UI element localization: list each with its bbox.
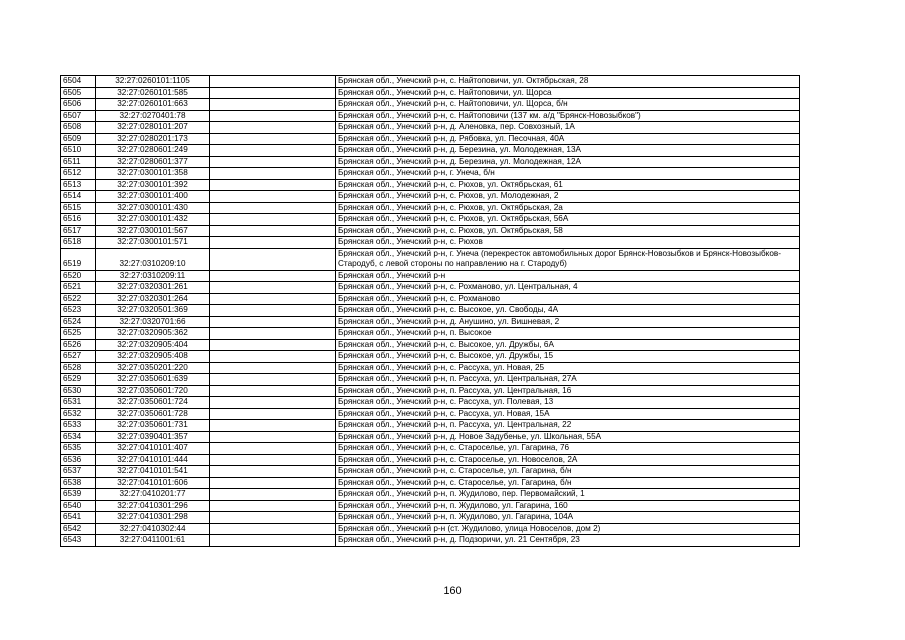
empty-cell (210, 248, 336, 270)
table-row (61, 99, 800, 111)
address-cell: Брянская обл., Унечский р-н, г. Унеча (перекресток автомобильных дорог Брянск-Новозыбков и Брянск-Новозыбков-Стародуб, с левой стороны по направлению на г. Стародуб) (336, 248, 800, 270)
address-cell: Брянская обл., Унечский р-н, с. Рюхов, ул. Октябрьская, 56А (336, 214, 800, 226)
row-number-cell: 6529 (61, 374, 96, 386)
address-cell: Брянская обл., Унечский р-н, п. Жудилово, ул. Гагарина, 160 (336, 500, 800, 512)
row-number-cell: 6507 (61, 110, 96, 122)
empty-cell (210, 156, 336, 168)
empty-cell (210, 443, 336, 455)
cadastral-number-cell: 32:27:0390401:357 (96, 431, 210, 443)
cadastral-number-cell: 32:27:0320501:369 (96, 305, 210, 317)
empty-cell (210, 523, 336, 535)
empty-cell (210, 477, 336, 489)
table-row (61, 339, 800, 351)
row-number-cell: 6531 (61, 397, 96, 409)
empty-cell (210, 420, 336, 432)
cadastral-number-cell: 32:27:0270401:78 (96, 110, 210, 122)
cadastral-number-cell: 32:27:0300101:430 (96, 202, 210, 214)
empty-cell (210, 351, 336, 363)
cadastral-number-cell: 32:27:0310209:10 (96, 248, 210, 270)
table-row (61, 179, 800, 191)
table-row (61, 225, 800, 237)
address-cell: Брянская обл., Унечский р-н, д. Аленовка, пер. Совхозный, 1А (336, 122, 800, 134)
empty-cell (210, 179, 336, 191)
row-number-cell: 6539 (61, 489, 96, 501)
cadastral-number-cell: 32:27:0300101:567 (96, 225, 210, 237)
cadastral-number-cell: 32:27:0300101:571 (96, 237, 210, 249)
address-cell: Брянская обл., Унечский р-н, с. Староселье, ул. Гагарина, б/н (336, 477, 800, 489)
empty-cell (210, 214, 336, 226)
empty-cell (210, 305, 336, 317)
address-cell: Брянская обл., Унечский р-н, п. Жудилово, ул. Гагарина, 104А (336, 512, 800, 524)
table-row (61, 270, 800, 282)
address-cell: Брянская обл., Унечский р-н, с. Рюхов (336, 237, 800, 249)
empty-cell (210, 374, 336, 386)
cadastral-number-cell: 32:27:0410302:44 (96, 523, 210, 535)
address-cell: Брянская обл., Унечский р-н, п. Рассуха, ул. Центральная, 27А (336, 374, 800, 386)
empty-cell (210, 99, 336, 111)
cadastral-number-cell: 32:27:0411001:61 (96, 535, 210, 547)
empty-cell (210, 110, 336, 122)
empty-cell (210, 293, 336, 305)
row-number-cell: 6515 (61, 202, 96, 214)
row-number-cell: 6506 (61, 99, 96, 111)
row-number-cell: 6512 (61, 168, 96, 180)
address-cell: Брянская обл., Унечский р-н (ст. Жудилово, улица Новоселов, дом 2) (336, 523, 800, 535)
empty-cell (210, 202, 336, 214)
empty-cell (210, 191, 336, 203)
address-cell: Брянская обл., Унечский р-н, с. Высокое, ул. Свободы, 4А (336, 305, 800, 317)
row-number-cell: 6530 (61, 385, 96, 397)
row-number-cell: 6517 (61, 225, 96, 237)
row-number-cell: 6538 (61, 477, 96, 489)
empty-cell (210, 397, 336, 409)
empty-cell (210, 431, 336, 443)
empty-cell (210, 328, 336, 340)
empty-cell (210, 500, 336, 512)
cadastral-number-cell: 32:27:0300101:432 (96, 214, 210, 226)
address-cell: Брянская обл., Унечский р-н, д. Анушино, ул. Вишневая, 2 (336, 316, 800, 328)
table-row (61, 397, 800, 409)
address-cell: Брянская обл., Унечский р-н, д. Березина, ул. Молодежная, 13А (336, 145, 800, 157)
cadastral-number-cell: 32:27:0410301:298 (96, 512, 210, 524)
address-cell: Брянская обл., Унечский р-н, с. Староселье, ул. Новоселов, 2А (336, 454, 800, 466)
address-cell: Брянская обл., Унечский р-н (336, 270, 800, 282)
cadastral-number-cell: 32:27:0280601:249 (96, 145, 210, 157)
table-row (61, 214, 800, 226)
empty-cell (210, 316, 336, 328)
row-number-cell: 6537 (61, 466, 96, 478)
row-number-cell: 6540 (61, 500, 96, 512)
table-row (61, 282, 800, 294)
registry-table (60, 75, 800, 547)
address-cell: Брянская обл., Унечский р-н, с. Староселье, ул. Гагарина, б/н (336, 466, 800, 478)
table-row (61, 248, 800, 270)
table-row (61, 293, 800, 305)
cadastral-number-cell: 32:27:0280101:207 (96, 122, 210, 134)
address-cell: Брянская обл., Унечский р-н, с. Найтоповичи (137 км. а/д "Брянск-Новозыбков") (336, 110, 800, 122)
address-cell: Брянская обл., Унечский р-н, с. Рюхов, ул. Молодежная, 2 (336, 191, 800, 203)
row-number-cell: 6523 (61, 305, 96, 317)
row-number-cell: 6520 (61, 270, 96, 282)
address-cell: Брянская обл., Унечский р-н, с. Рассуха, ул. Полевая, 13 (336, 397, 800, 409)
table-row (61, 443, 800, 455)
page-number: 160 (443, 585, 462, 597)
cadastral-number-cell: 32:27:0410101:407 (96, 443, 210, 455)
cadastral-number-cell: 32:27:0410101:444 (96, 454, 210, 466)
address-cell: Брянская обл., Унечский р-н, п. Жудилово, пер. Первомайский, 1 (336, 489, 800, 501)
address-cell: Брянская обл., Унечский р-н, п. Высокое (336, 328, 800, 340)
address-cell: Брянская обл., Унечский р-н, д. Березина, ул. Молодежная, 12А (336, 156, 800, 168)
cadastral-number-cell: 32:27:0300101:358 (96, 168, 210, 180)
row-number-cell: 6511 (61, 156, 96, 168)
address-cell: Брянская обл., Унечский р-н, с. Рюхов, ул. Октябрьская, 58 (336, 225, 800, 237)
address-cell: Брянская обл., Унечский р-н, с. Рассуха, ул. Новая, 25 (336, 362, 800, 374)
address-cell: Брянская обл., Унечский р-н, с. Рюхов, ул. Октябрьская, 2а (336, 202, 800, 214)
row-number-cell: 6513 (61, 179, 96, 191)
row-number-cell: 6524 (61, 316, 96, 328)
address-cell: Брянская обл., Унечский р-н, г. Унеча, б/н (336, 168, 800, 180)
empty-cell (210, 225, 336, 237)
cadastral-number-cell: 32:27:0410301:296 (96, 500, 210, 512)
table-row (61, 362, 800, 374)
row-number-cell: 6543 (61, 535, 96, 547)
table-row (61, 535, 800, 547)
table-row (61, 512, 800, 524)
empty-cell (210, 168, 336, 180)
registry-body (61, 76, 800, 547)
table-row (61, 191, 800, 203)
table-row (61, 316, 800, 328)
row-number-cell: 6541 (61, 512, 96, 524)
cadastral-number-cell: 32:27:0410101:541 (96, 466, 210, 478)
cadastral-number-cell: 32:27:0260101:585 (96, 87, 210, 99)
row-number-cell: 6542 (61, 523, 96, 535)
row-number-cell: 6509 (61, 133, 96, 145)
row-number-cell: 6525 (61, 328, 96, 340)
row-number-cell: 6504 (61, 76, 96, 88)
table-row (61, 385, 800, 397)
table-row (61, 87, 800, 99)
address-cell: Брянская обл., Унечский р-н, д. Рябовка, ул. Песочная, 40А (336, 133, 800, 145)
table-row (61, 328, 800, 340)
address-cell: Брянская обл., Унечский р-н, д. Новое Задубенье, ул. Школьная, 55А (336, 431, 800, 443)
address-cell: Брянская обл., Унечский р-н, п. Рассуха, ул. Центральная, 22 (336, 420, 800, 432)
table-row (61, 168, 800, 180)
cadastral-number-cell: 32:27:0410101:606 (96, 477, 210, 489)
row-number-cell: 6533 (61, 420, 96, 432)
cadastral-number-cell: 32:27:0350601:720 (96, 385, 210, 397)
empty-cell (210, 76, 336, 88)
cadastral-number-cell: 32:27:0320905:408 (96, 351, 210, 363)
address-cell: Брянская обл., Унечский р-н, д. Подзоричи, ул. 21 Сентября, 23 (336, 535, 800, 547)
address-cell: Брянская обл., Унечский р-н, с. Высокое, ул. Дружбы, 15 (336, 351, 800, 363)
empty-cell (210, 145, 336, 157)
table-row (61, 133, 800, 145)
row-number-cell: 6508 (61, 122, 96, 134)
cadastral-number-cell: 32:27:0300101:392 (96, 179, 210, 191)
row-number-cell: 6514 (61, 191, 96, 203)
row-number-cell: 6521 (61, 282, 96, 294)
address-cell: Брянская обл., Унечский р-н, с. Найтоповичи, ул. Щорса, б/н (336, 99, 800, 111)
cadastral-number-cell: 32:27:0320301:261 (96, 282, 210, 294)
address-cell: Брянская обл., Унечский р-н, с. Староселье, ул. Гагарина, 76 (336, 443, 800, 455)
empty-cell (210, 535, 336, 547)
empty-cell (210, 133, 336, 145)
empty-cell (210, 270, 336, 282)
row-number-cell: 6518 (61, 237, 96, 249)
cadastral-number-cell: 32:27:0300101:400 (96, 191, 210, 203)
row-number-cell: 6534 (61, 431, 96, 443)
row-number-cell: 6536 (61, 454, 96, 466)
cadastral-number-cell: 32:27:0280201:173 (96, 133, 210, 145)
address-cell: Брянская обл., Унечский р-н, с. Высокое, ул. Дружбы, 6А (336, 339, 800, 351)
table-row (61, 500, 800, 512)
table-row (61, 202, 800, 214)
table-row (61, 420, 800, 432)
cadastral-number-cell: 32:27:0320905:404 (96, 339, 210, 351)
row-number-cell: 6519 (61, 248, 96, 270)
empty-cell (210, 408, 336, 420)
empty-cell (210, 512, 336, 524)
empty-cell (210, 339, 336, 351)
table-row (61, 145, 800, 157)
cadastral-number-cell: 32:27:0350601:731 (96, 420, 210, 432)
cadastral-number-cell: 32:27:0320701:66 (96, 316, 210, 328)
address-cell: Брянская обл., Унечский р-н, с. Рюхов, ул. Октябрьская, 61 (336, 179, 800, 191)
table-row (61, 489, 800, 501)
empty-cell (210, 282, 336, 294)
table-row (61, 374, 800, 386)
table-row (61, 477, 800, 489)
cadastral-number-cell: 32:27:0320301:264 (96, 293, 210, 305)
table-row (61, 454, 800, 466)
cadastral-number-cell: 32:27:0280601:377 (96, 156, 210, 168)
row-number-cell: 6527 (61, 351, 96, 363)
row-number-cell: 6510 (61, 145, 96, 157)
empty-cell (210, 489, 336, 501)
empty-cell (210, 237, 336, 249)
cadastral-number-cell: 32:27:0350601:639 (96, 374, 210, 386)
row-number-cell: 6505 (61, 87, 96, 99)
empty-cell (210, 122, 336, 134)
cadastral-number-cell: 32:27:0410201:77 (96, 489, 210, 501)
address-cell: Брянская обл., Унечский р-н, с. Найтоповичи, ул. Октябрьская, 28 (336, 76, 800, 88)
table-row (61, 351, 800, 363)
row-number-cell: 6535 (61, 443, 96, 455)
address-cell: Брянская обл., Унечский р-н, с. Рохманово, ул. Центральная, 4 (336, 282, 800, 294)
empty-cell (210, 87, 336, 99)
table-row (61, 305, 800, 317)
cadastral-number-cell: 32:27:0320905:362 (96, 328, 210, 340)
row-number-cell: 6526 (61, 339, 96, 351)
cadastral-number-cell: 32:27:0350601:724 (96, 397, 210, 409)
empty-cell (210, 385, 336, 397)
address-cell: Брянская обл., Унечский р-н, с. Рассуха, ул. Новая, 15А (336, 408, 800, 420)
row-number-cell: 6522 (61, 293, 96, 305)
cadastral-number-cell: 32:27:0350601:728 (96, 408, 210, 420)
empty-cell (210, 466, 336, 478)
table-row (61, 237, 800, 249)
table-row (61, 122, 800, 134)
row-number-cell: 6516 (61, 214, 96, 226)
address-cell: Брянская обл., Унечский р-н, п. Рассуха, ул. Центральная, 16 (336, 385, 800, 397)
row-number-cell: 6532 (61, 408, 96, 420)
table-row (61, 110, 800, 122)
address-cell: Брянская обл., Унечский р-н, с. Рохманово (336, 293, 800, 305)
table-row (61, 466, 800, 478)
table-row (61, 523, 800, 535)
address-cell: Брянская обл., Унечский р-н, с. Найтоповичи, ул. Щорса (336, 87, 800, 99)
table-row (61, 431, 800, 443)
table-row (61, 408, 800, 420)
empty-cell (210, 362, 336, 374)
empty-cell (210, 454, 336, 466)
cadastral-number-cell: 32:27:0260101:663 (96, 99, 210, 111)
cadastral-number-cell: 32:27:0350201:220 (96, 362, 210, 374)
cadastral-number-cell: 32:27:0310209:11 (96, 270, 210, 282)
cadastral-number-cell: 32:27:0260101:1105 (96, 76, 210, 88)
row-number-cell: 6528 (61, 362, 96, 374)
table-row (61, 156, 800, 168)
table-row (61, 76, 800, 88)
